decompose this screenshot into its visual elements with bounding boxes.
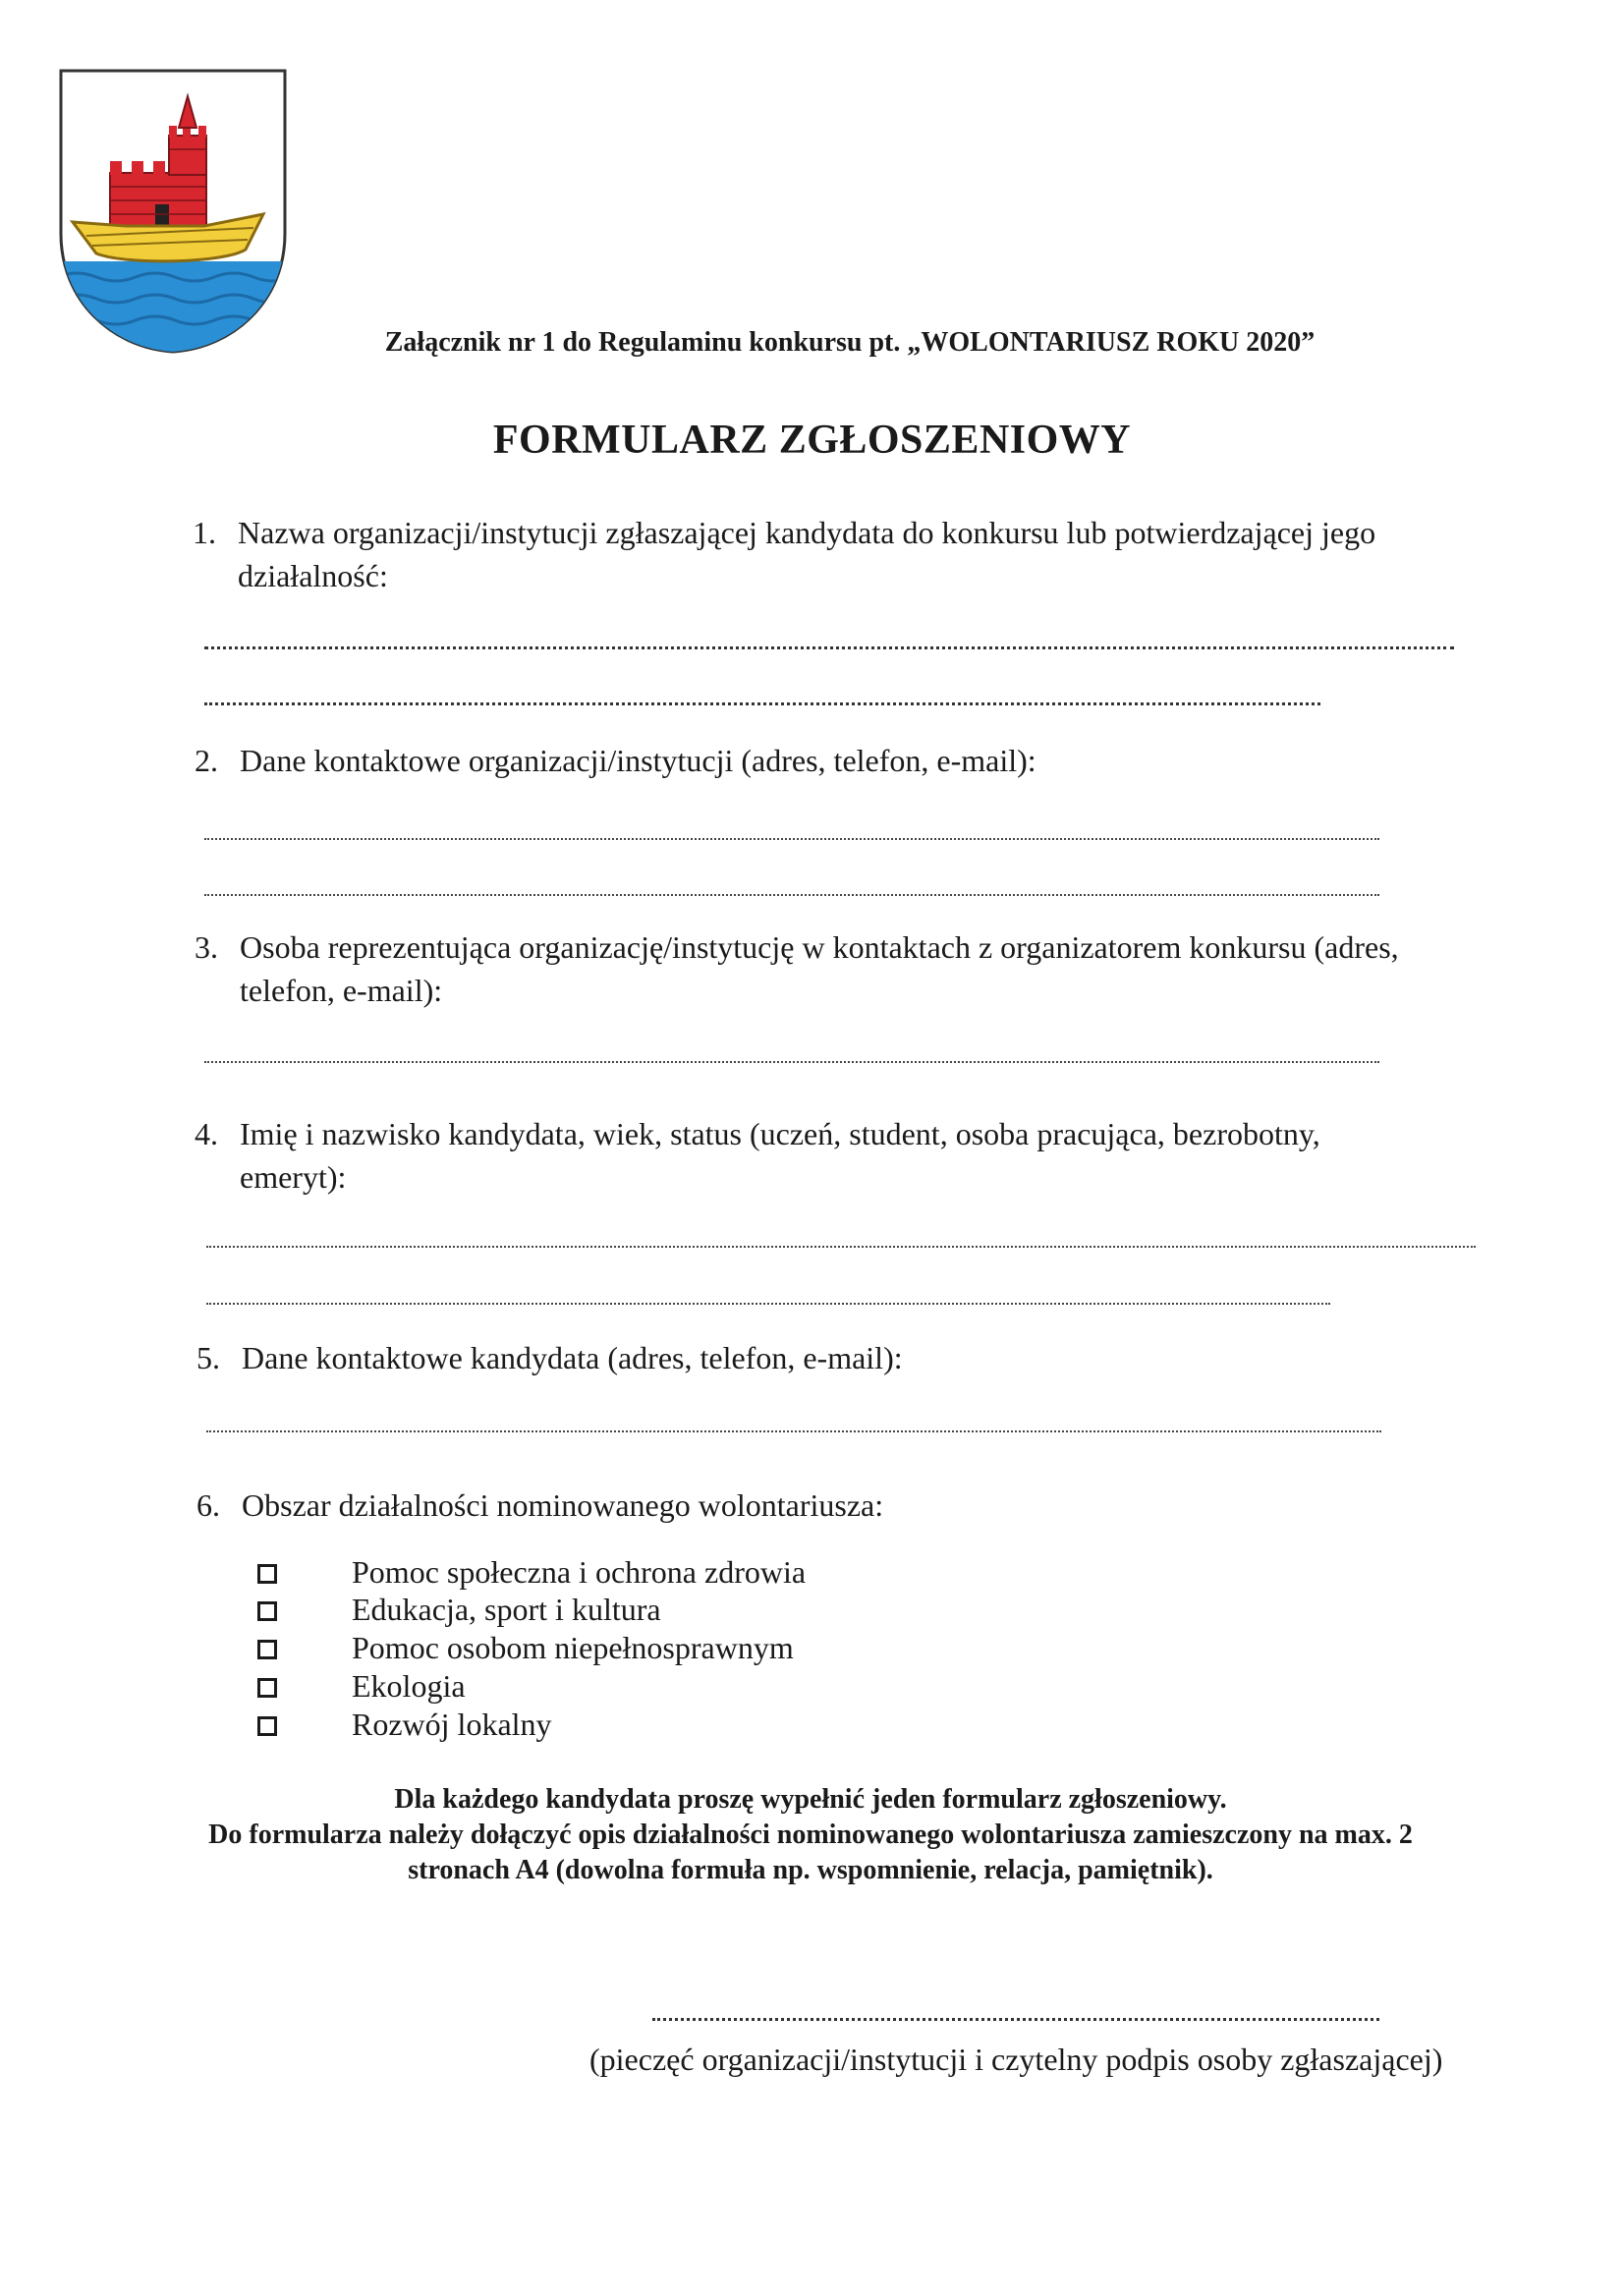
answer-line-4a[interactable]	[206, 1246, 1476, 1248]
question-text-continued: emeryt):	[240, 1159, 347, 1195]
answer-line-2b[interactable]	[204, 894, 1379, 896]
question-4	[195, 1112, 1491, 1201]
question-6	[196, 1484, 1474, 1529]
question-number: 4.	[195, 1116, 218, 1151]
question-number: 1.	[193, 515, 216, 550]
question-text: Obszar działalności nominowanego wolontariusza:	[242, 1487, 884, 1523]
coat-of-arms-icon	[57, 67, 289, 356]
question-text-continued: telefon, e-mail):	[240, 973, 443, 1008]
annex-heading: Załącznik nr 1 do Regulaminu konkursu pt. „WOLONTARIUSZ ROKU 2020”	[384, 327, 1316, 358]
answer-line-4b[interactable]	[206, 1303, 1330, 1305]
checkbox-disabled-help[interactable]	[257, 1640, 277, 1659]
instruction-note: Do formularza należy dołączyć opis działalności nominowanego wolontariusza zamieszczony na max. 2	[208, 1820, 1413, 1850]
instruction-note: stronach A4 (dowolna formuła np. wspomnienie, relacja, pamiętnik).	[408, 1855, 1213, 1885]
signature-line[interactable]	[652, 2018, 1379, 2021]
option-label: Pomoc społeczna i ochrona zdrowia	[352, 1554, 807, 1590]
answer-line-3[interactable]	[204, 1061, 1379, 1063]
question-text-continued: działalność:	[238, 558, 388, 593]
answer-line-5[interactable]	[206, 1430, 1381, 1432]
option-label: Edukacja, sport i kultura	[352, 1592, 661, 1627]
answer-line-2a[interactable]	[204, 838, 1379, 840]
question-1	[193, 511, 1470, 599]
signature-caption: (pieczęć organizacji/instytucji i czytelny podpis osoby zgłaszającej)	[589, 2042, 1443, 2077]
checkbox-local-development[interactable]	[257, 1716, 277, 1736]
question-number: 6.	[196, 1487, 220, 1523]
question-5	[196, 1336, 1474, 1381]
option-label: Ekologia	[352, 1668, 466, 1704]
question-3	[195, 925, 1491, 1014]
question-text: Osoba reprezentująca organizację/instytucję w kontaktach z organizatorem konkursu (adres,	[240, 929, 1399, 965]
question-text: Nazwa organizacji/instytucji zgłaszającej kandydata do konkursu lub potwierdzającej jego	[238, 515, 1376, 550]
option-label: Rozwój lokalny	[352, 1707, 552, 1742]
question-number: 3.	[195, 929, 218, 965]
option-label: Pomoc osobom niepełnosprawnym	[352, 1630, 794, 1665]
checkbox-education[interactable]	[257, 1601, 277, 1621]
instruction-note: Dla każdego kandydata proszę wypełnić jeden formularz zgłoszeniowy.	[394, 1784, 1227, 1815]
answer-line-1a[interactable]	[204, 646, 1454, 649]
question-number: 2.	[195, 743, 218, 778]
question-number: 5.	[196, 1340, 220, 1375]
checkbox-social-help[interactable]	[257, 1564, 277, 1584]
question-text: Dane kontaktowe organizacji/instytucji (adres, telefon, e-mail):	[240, 743, 1036, 778]
page-title: FORMULARZ ZGŁOSZENIOWY	[492, 418, 1132, 463]
checkbox-ecology[interactable]	[257, 1678, 277, 1698]
answer-line-1b[interactable]	[204, 702, 1320, 705]
question-text: Imię i nazwisko kandydata, wiek, status (uczeń, student, osoba pracująca, bezrobotny,	[240, 1116, 1320, 1151]
question-text: Dane kontaktowe kandydata (adres, telefon, e-mail):	[242, 1340, 903, 1375]
question-2	[195, 739, 1472, 784]
